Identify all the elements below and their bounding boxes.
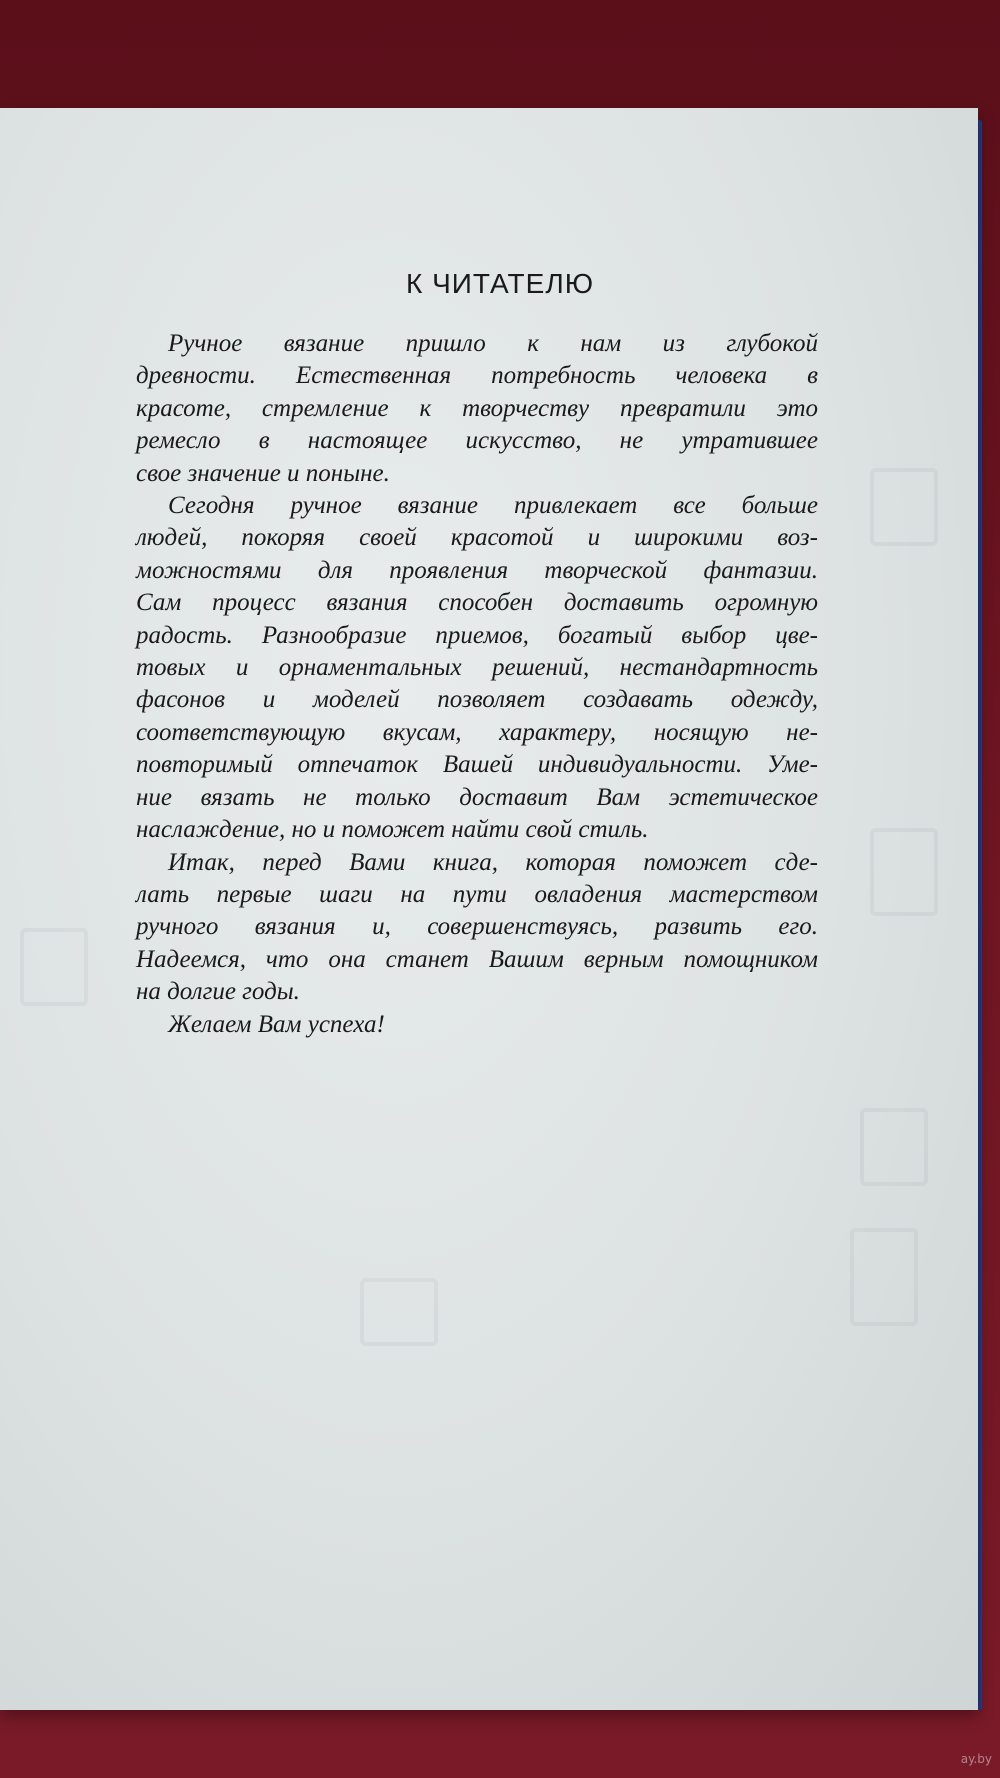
text-line: наслаждение, но и поможет найти свой стиль. — [136, 816, 649, 844]
show-through-mark — [360, 1278, 438, 1346]
text-line: радость. Разнообразие приемов, богатый выбор цве- — [136, 621, 818, 649]
text-line: свое значение и поныне. — [136, 459, 390, 487]
text-line: можностями для проявления творческой фантазии. — [136, 556, 818, 584]
show-through-mark — [20, 928, 88, 1006]
text-line: на долгие годы. — [136, 978, 300, 1006]
text-line: лать первые шаги на пути овладения мастерством — [136, 880, 818, 908]
text-line: ние вязать не только доставит Вам эстетическое — [136, 783, 818, 811]
text-line: соответствующую вкусам, характеру, носящую не- — [136, 718, 818, 746]
site-watermark: ay.by — [960, 1752, 992, 1766]
text-line: Желаем Вам успеха! — [168, 1010, 385, 1038]
text-line: ремесло в настоящее искусство, не утратившее — [136, 427, 818, 455]
text-line: Надеемся, что она станет Вашим верным помощником — [136, 945, 818, 973]
text-line: Итак, перед Вами книга, которая поможет сде- — [168, 848, 818, 876]
foreword-text — [136, 328, 818, 1041]
text-line: красоте, стремление к творчеству превратили это — [136, 394, 818, 422]
show-through-mark — [860, 1108, 928, 1186]
show-through-mark — [870, 828, 938, 916]
text-line: людей, покоряя своей красотой и широкими воз- — [136, 524, 818, 552]
text-line: фасонов и моделей позволяет создавать одежду, — [136, 686, 818, 714]
text-line: повторимый отпечаток Вашей индивидуальности. Уме- — [136, 751, 818, 779]
show-through-mark — [850, 1228, 918, 1326]
text-line: Сегодня ручное вязание привлекает все больше — [168, 492, 818, 520]
show-through-mark — [870, 468, 938, 546]
text-line: товых и орнаментальных решений, нестандартность — [136, 654, 818, 682]
text-line: ручного вязания и, совершенствуясь, развить его. — [136, 913, 818, 941]
text-line: Ручное вязание пришло к нам из глубокой — [168, 330, 818, 357]
page-heading: К ЧИТАТЕЛЮ — [406, 268, 594, 299]
text-line: Сам процесс вязания способен доставить огромную — [136, 589, 818, 617]
text-line: древности. Естественная потребность человека в — [136, 362, 818, 390]
